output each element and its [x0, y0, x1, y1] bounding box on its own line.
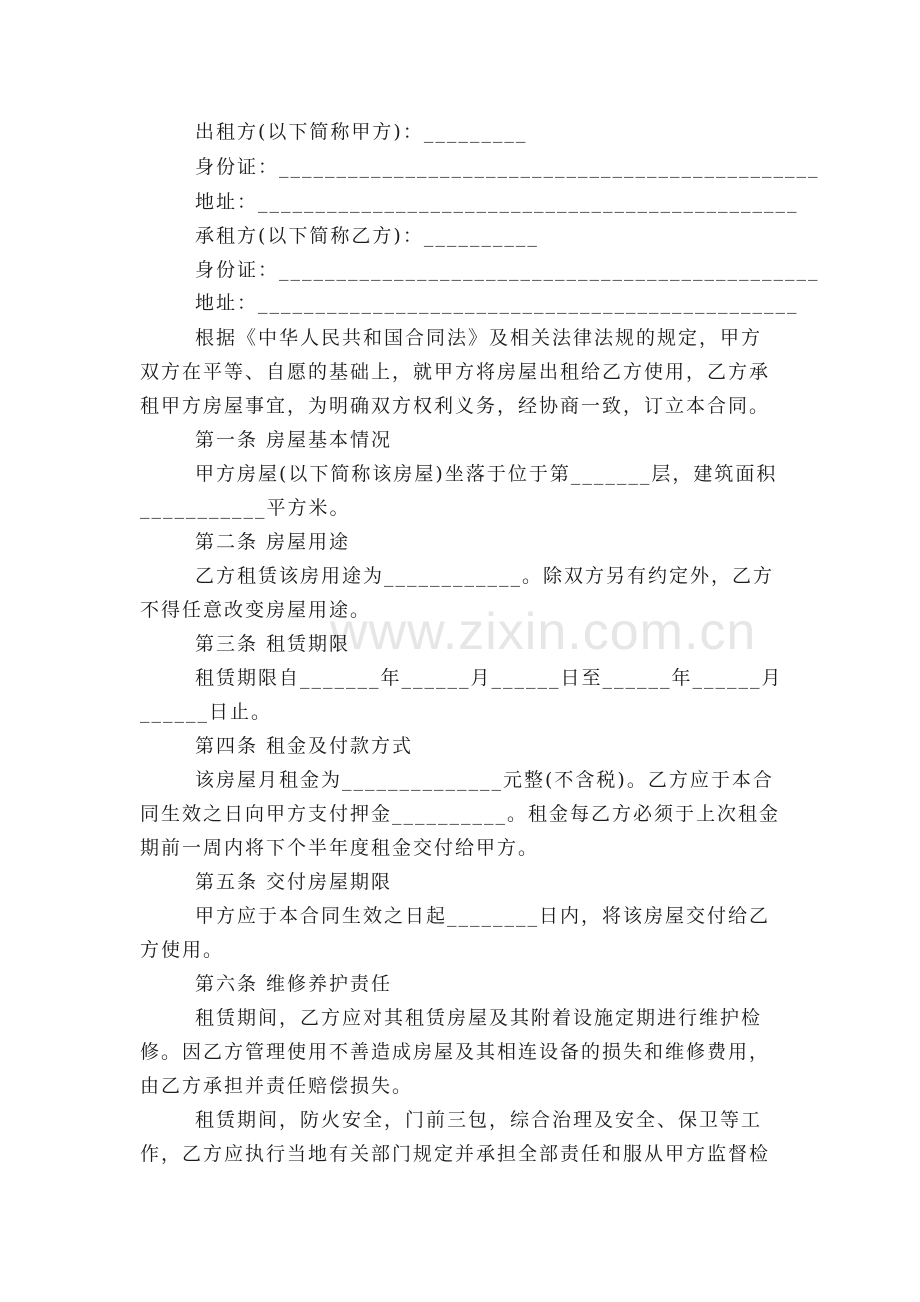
article-4-line-2: 同生效之日向甲方支付押金__________。租金每乙方必须于上次租金: [140, 803, 781, 825]
article-6-heading: 第六条 维修养护责任: [195, 973, 393, 995]
preamble-line-2: 双方在平等、自愿的基础上，就甲方将房屋出租给乙方使用，乙方承: [140, 361, 771, 383]
watermark: www.zixin.com.cn: [330, 603, 757, 661]
lessor-field: 出租方(以下简称甲方)：_________: [195, 121, 528, 143]
article-3-line-1: 租赁期限自_______年______月______日至______年______月: [195, 667, 783, 689]
article-5-line-1: 甲方应于本合同生效之日起________日内，将该房屋交付给乙: [195, 905, 771, 927]
lessee-field: 承租方(以下简称乙方)：__________: [195, 225, 539, 247]
lessor-id-field: 身份证：_______________________________________________: [195, 156, 820, 178]
article-6-line-2: 修。因乙方管理使用不善造成房屋及其相连设备的损失和维修费用，: [140, 1041, 771, 1063]
article-1-heading: 第一条 房屋基本情况: [195, 429, 393, 451]
article-5-line-2: 方使用。: [140, 939, 225, 961]
article-6-line-1: 租赁期间，乙方应对其租赁房屋及其附着设施定期进行维护检: [195, 1007, 763, 1029]
article-2-line-1: 乙方租赁该房用途为____________。除双方另有约定外，乙方: [195, 565, 775, 587]
article-1-line-1: 甲方房屋(以下简称该房屋)坐落于位于第_______层，建筑面积: [195, 463, 778, 485]
lessee-address-field: 地址：_______________________________________________: [195, 292, 799, 314]
article-6-line-3: 由乙方承担并责任赔偿损失。: [140, 1075, 414, 1097]
article-1-line-2: ___________平方米。: [140, 497, 351, 519]
article-4-line-3: 期前一周内将下个半年度租金交付给甲方。: [140, 837, 540, 859]
article-6-line-4: 租赁期间，防火安全，门前三包，综合治理及安全、保卫等工: [195, 1109, 763, 1131]
article-2-line-2: 不得任意改变房屋用途。: [140, 599, 372, 621]
preamble-line-3: 租甲方房屋事宜，为明确双方权利义务，经协商一致，订立本合同。: [140, 395, 771, 417]
article-4-heading: 第四条 租金及付款方式: [195, 735, 414, 757]
preamble-line-1: 根据《中华人民共和国合同法》及相关法律法规的规定，甲方: [195, 327, 763, 349]
article-6-line-5: 作，乙方应执行当地有关部门规定并承担全部责任和服从甲方监督检: [140, 1143, 771, 1165]
article-2-heading: 第二条 房屋用途: [195, 531, 351, 553]
lessee-id-field: 身份证：_______________________________________________: [195, 259, 820, 281]
article-4-line-1: 该房屋月租金为______________元整(不含税)。乙方应于本合: [195, 769, 774, 791]
article-3-heading: 第三条 租赁期限: [195, 633, 351, 655]
lessor-address-field: 地址：_______________________________________________: [195, 191, 799, 213]
article-3-line-2: ______日止。: [140, 701, 273, 723]
article-5-heading: 第五条 交付房屋期限: [195, 871, 393, 893]
